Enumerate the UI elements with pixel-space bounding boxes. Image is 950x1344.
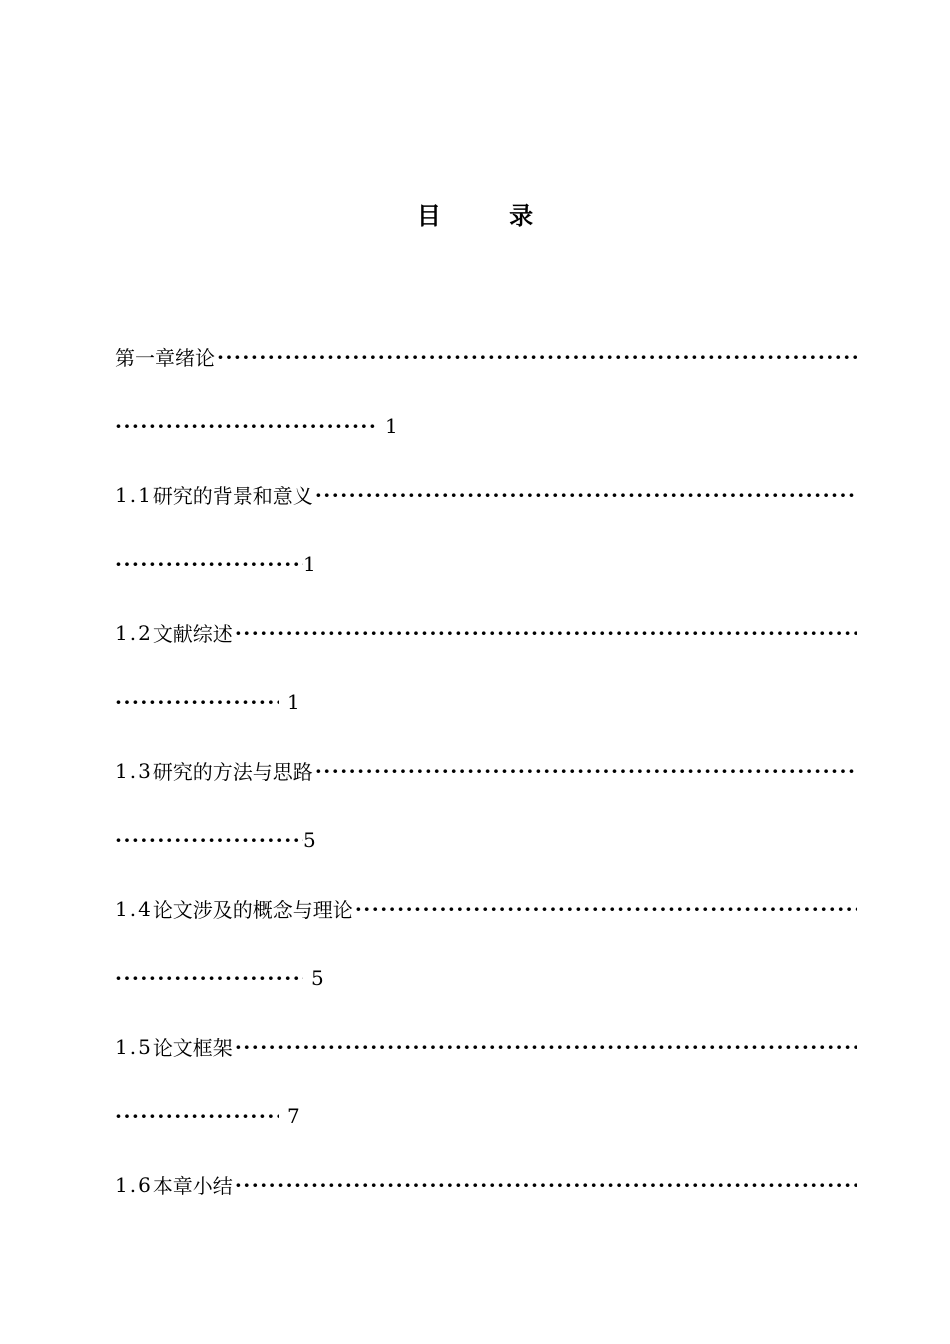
toc-page-number: 1: [287, 689, 300, 714]
toc-page-number: 5: [303, 827, 316, 852]
toc-title: 目 录: [416, 202, 564, 230]
toc-entry-label: 文献综述: [152, 622, 233, 646]
toc-leader-dots: [315, 759, 857, 783]
toc-leader-dots: [115, 828, 303, 852]
toc-entry-continuation: [115, 529, 857, 598]
toc-entry-label: 研究的背景和意义: [152, 484, 313, 508]
toc-entry-label: 论文框架: [152, 1036, 233, 1060]
toc-entry-continuation: [115, 805, 857, 874]
toc-leader-dots: [235, 1035, 857, 1059]
toc-entry-number: 1.3: [115, 758, 153, 783]
toc-entry-1-4[interactable]: [115, 874, 857, 943]
toc-entry-1-5[interactable]: [115, 1012, 857, 1081]
toc-entry-chapter-1[interactable]: [115, 322, 857, 391]
toc-page-number: 1: [385, 413, 398, 438]
toc-entry-number: 第一章: [115, 346, 175, 370]
toc-entry-number: 1.1: [115, 482, 153, 507]
toc-page-number: 7: [287, 1103, 300, 1128]
toc-entry-continuation: [115, 667, 857, 736]
toc-entry-continuation: [115, 943, 857, 1012]
toc-leader-dots: [315, 483, 857, 507]
toc-entry-label: 研究的方法与思路: [152, 760, 313, 784]
table-of-contents: [115, 322, 857, 1219]
toc-leader-dots: [115, 690, 279, 714]
toc-entry-1-6[interactable]: [115, 1150, 857, 1219]
toc-leader-dots: [115, 552, 303, 576]
toc-entry-label: 绪论: [175, 346, 215, 370]
toc-entry-number: 1.6: [115, 1172, 153, 1197]
toc-entry-number: 1.5: [115, 1034, 153, 1059]
toc-leader-dots: [115, 414, 377, 438]
toc-page-number: 5: [311, 965, 324, 990]
toc-entry-1-2[interactable]: [115, 598, 857, 667]
toc-leader-dots: [217, 345, 857, 369]
toc-entry-1-1[interactable]: [115, 460, 857, 529]
toc-entry-label: 论文涉及的概念与理论: [152, 898, 353, 922]
toc-entry-1-3[interactable]: [115, 736, 857, 805]
toc-leader-dots: [235, 621, 857, 645]
toc-leader-dots: [235, 1173, 857, 1197]
toc-entry-continuation: [115, 391, 857, 460]
toc-leader-dots: [115, 966, 303, 990]
toc-entry-continuation: [115, 1081, 857, 1150]
toc-leader-dots: [355, 897, 857, 921]
toc-entry-number: 1.4: [115, 896, 153, 921]
toc-entry-label: 本章小结: [152, 1174, 233, 1198]
toc-entry-number: 1.2: [115, 620, 153, 645]
toc-page-number: 1: [303, 551, 316, 576]
toc-leader-dots: [115, 1104, 279, 1128]
